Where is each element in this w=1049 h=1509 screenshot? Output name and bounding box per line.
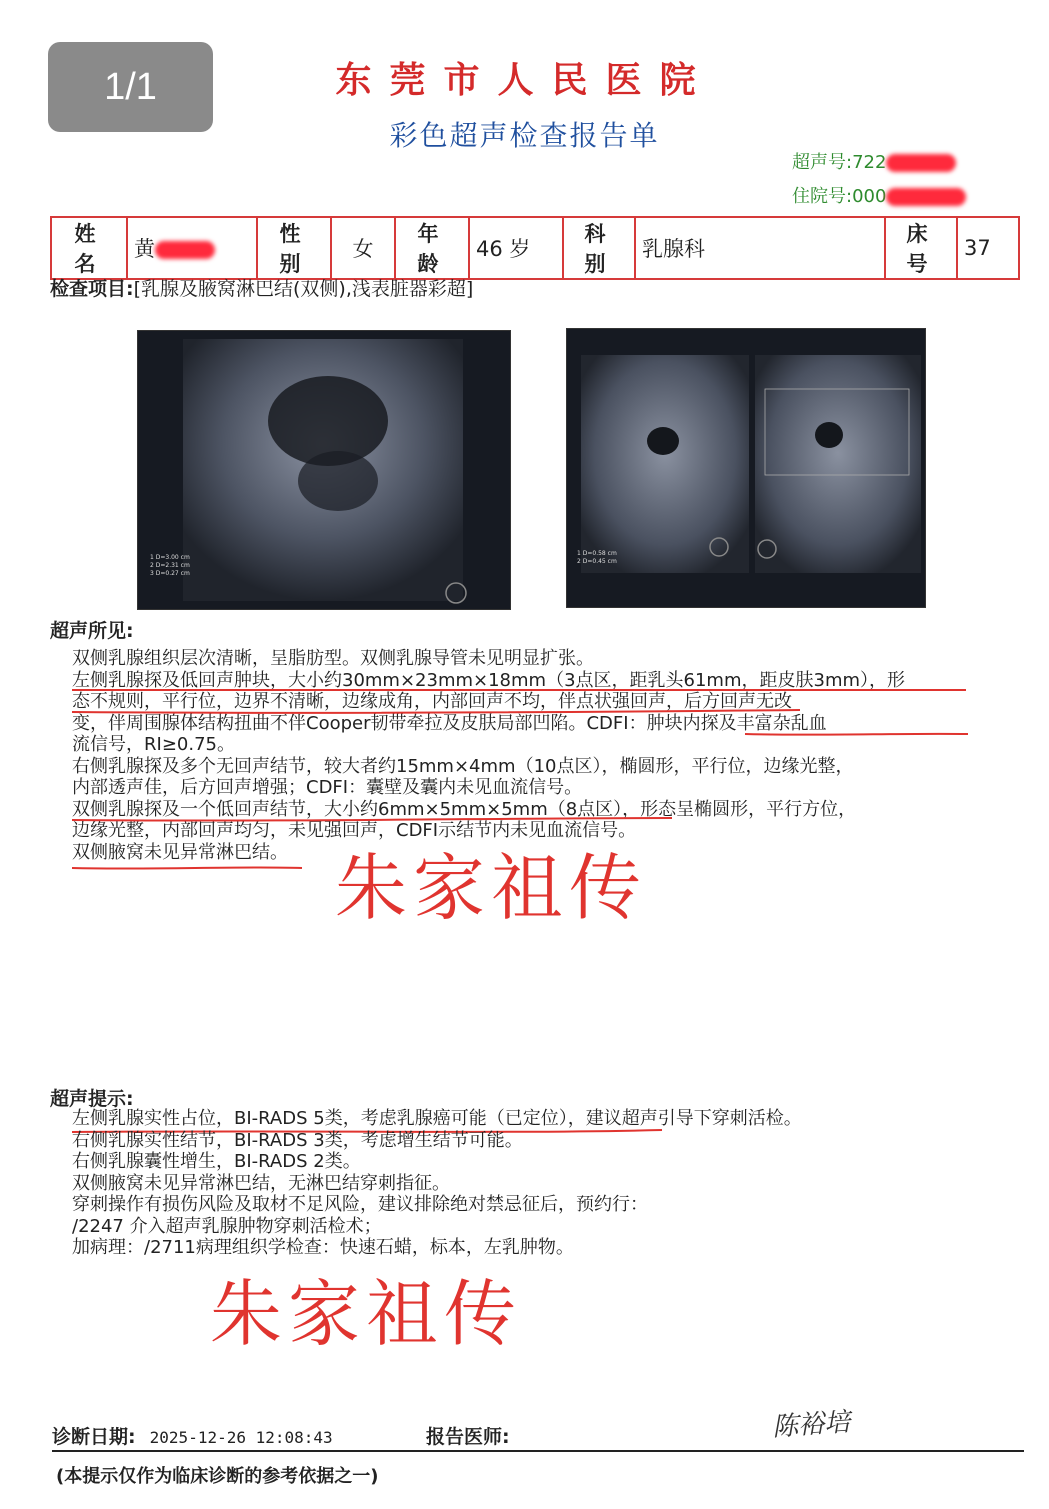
measure-3: 3 D=0.27 cm — [150, 570, 190, 577]
hospital-name: 东莞市人民医院 — [335, 59, 714, 101]
name-value: 黄 — [127, 217, 257, 279]
doctor-label: 报告医师: — [426, 1426, 510, 1448]
footer-divider — [52, 1450, 1024, 1452]
inpatient-number: 住院号:000 — [792, 182, 966, 208]
measure-1: 1 D=0.58 cm — [577, 550, 617, 557]
impression-text — [72, 1108, 802, 1259]
findings-line: 左侧乳腺探及低回声肿块，大小约30mm×23mm×18mm（3点区，距乳头61mm，距皮肤3mm），形 — [72, 669, 906, 691]
exam-label: 检查项目: — [50, 278, 134, 300]
impression-line: 右侧乳腺囊性增生，BI-RADS 2类。 — [72, 1151, 361, 1172]
findings-line: 双侧乳腺探及一个低回声结节，大小约6mm×5mm×5mm（8点区），形态呈椭圆形，平行方位， — [72, 798, 857, 820]
stamp-text: 朱家祖传 — [335, 846, 648, 930]
impression-label: 超声提示: — [50, 1088, 134, 1110]
impression-line: 穿刺操作有损伤风险及取材不足风险，建议排除绝对禁忌征后，预约行： — [72, 1194, 648, 1215]
dept-label: 科 别 — [563, 217, 635, 279]
findings-line: 双侧乳腺组织层次清晰，呈脂肪型。双侧乳腺导管未见明显扩张。 — [72, 648, 594, 669]
findings-line: 态不规则，平行位，边界不清晰，边缘成角，内部回声不均，伴点状强回声，后方回声无改 — [72, 691, 792, 712]
page-indicator[interactable]: 1/1 — [48, 42, 213, 132]
measure-1: 1 D=3.00 cm — [150, 554, 190, 561]
findings-line: 变，伴周围腺体结构扭曲不伴Cooper韧带牵拉及皮肤局部凹陷。CDFI：肿块内探及丰富杂乱血 — [72, 712, 827, 734]
measure-2: 2 D=2.31 cm — [150, 562, 190, 569]
findings-label: 超声所见: — [50, 620, 134, 642]
findings-line: 边缘光整，内部回声均匀，未见强回声，CDFI示结节内未见血流信号。 — [72, 820, 637, 841]
findings-line: 双侧腋窝未见异常淋巴结。 — [72, 841, 288, 863]
ultrasound-number: 超声号:722 — [792, 148, 956, 174]
diagnosis-date — [52, 1422, 333, 1449]
bed-value: 37 — [957, 217, 1019, 279]
footer-note: (本提示仅作为临床诊断的参考依据之一) — [56, 1466, 379, 1487]
findings-line: 内部透声佳，后方回声增强；CDFI：囊壁及囊内未见血流信号。 — [72, 777, 583, 798]
report-title: 彩色超声检查报告单 — [389, 119, 660, 152]
age-label: 年 龄 — [395, 217, 469, 279]
doctor-signature: 陈裕培 — [771, 1407, 852, 1443]
sex-label: 性 别 — [257, 217, 331, 279]
findings-line: 右侧乳腺探及多个无回声结节，较大者约15mm×4mm（10点区），椭圆形，平行位，边缘光整， — [72, 755, 854, 777]
measure-2: 2 D=0.45 cm — [577, 558, 617, 565]
name-label: 姓 名 — [51, 217, 127, 279]
impression-line: 双侧腋窝未见异常淋巴结，无淋巴结穿刺指征。 — [72, 1172, 450, 1194]
dept-value: 乳腺科 — [635, 217, 885, 279]
stamp-text: 朱家祖传 — [210, 1272, 523, 1356]
bed-label: 床 号 — [885, 217, 957, 279]
findings-line: 流信号，RI≥0.75。 — [72, 734, 235, 755]
impression-line: 右侧乳腺实性结节，BI-RADS 3类，考虑增生结节可能。 — [72, 1129, 523, 1151]
impression-line: 左侧乳腺实性占位，BI-RADS 5类，考虑乳腺癌可能（已定位），建议超声引导下穿刺活检。 — [72, 1108, 802, 1129]
exam-value: [乳腺及腋窝淋巴结(双侧),浅表脏器彩超] — [133, 278, 474, 300]
sex-value: 女 — [331, 217, 395, 279]
age-value: 46 岁 — [469, 217, 563, 279]
date-value: 2025-12-26 12:08:43 — [149, 1428, 333, 1447]
impression-line: 加病理：/2711病理组织学检查：快速石蜡，标本，左乳肿物。 — [72, 1237, 574, 1258]
impression-line: /2247 介入超声乳腺肿物穿刺活检术； — [72, 1215, 382, 1237]
date-label: 诊断日期: — [52, 1426, 136, 1448]
